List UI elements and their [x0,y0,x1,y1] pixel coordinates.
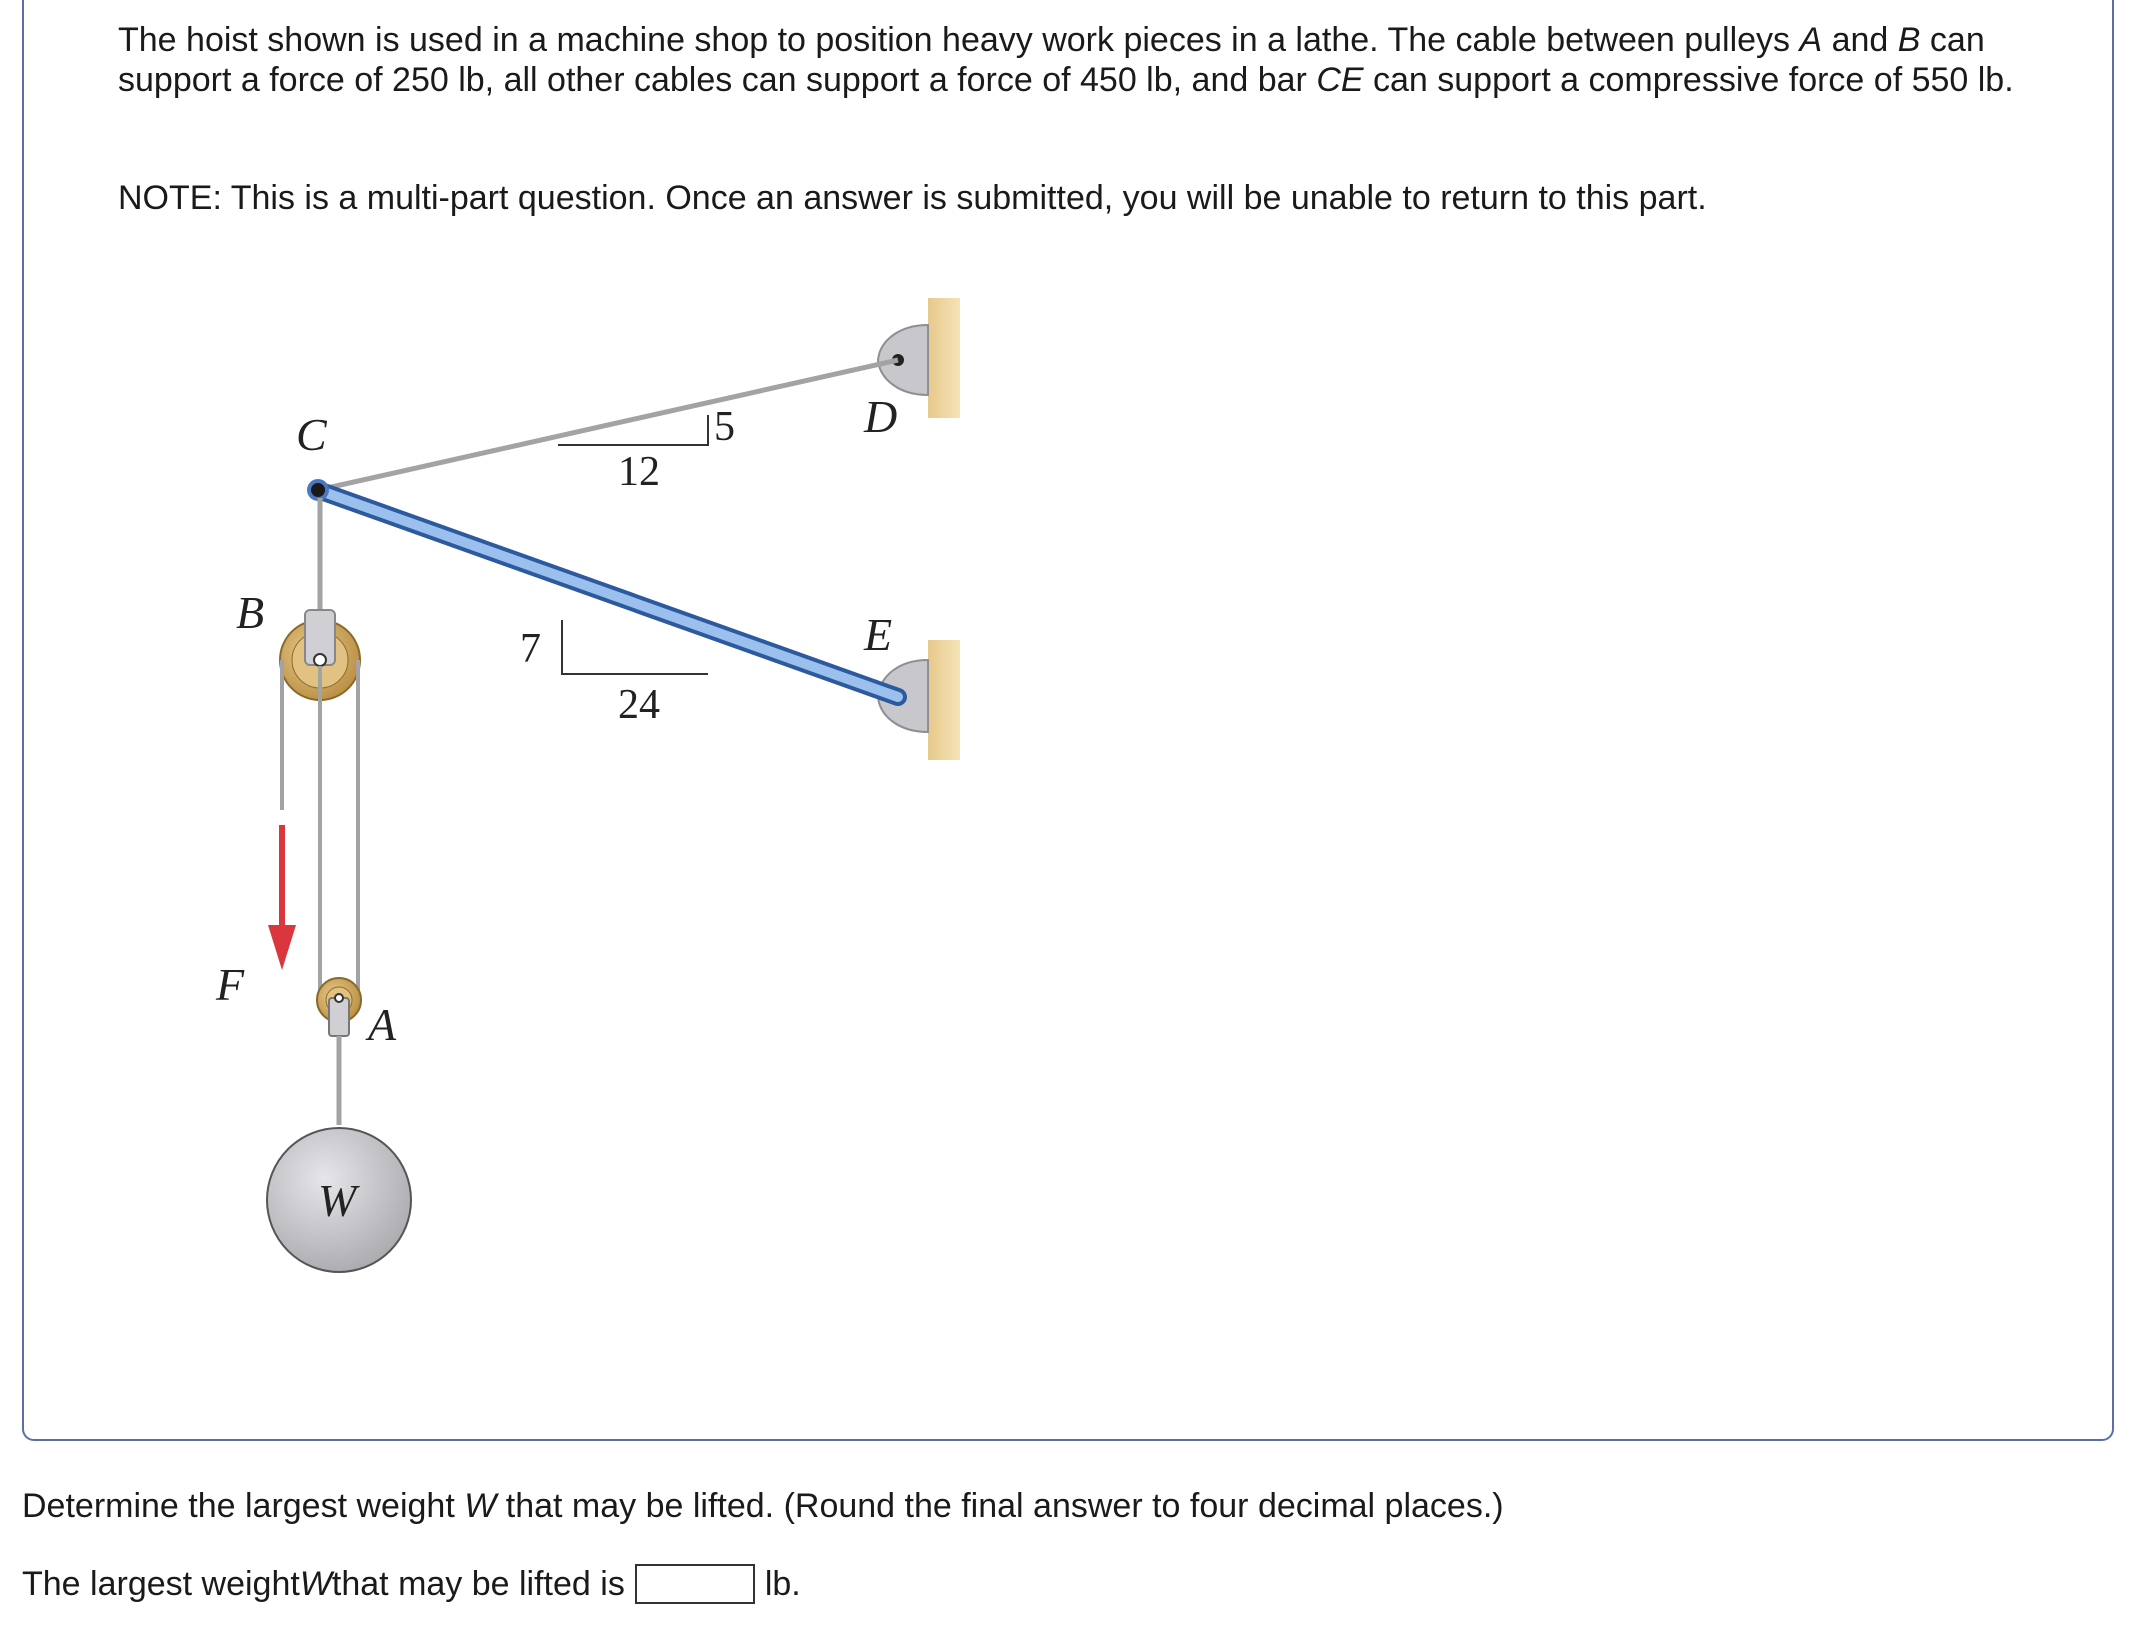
label-f: F [216,959,245,1010]
answer-line [22,1564,801,1604]
problem-text-part: The hoist shown is used in a machine shop to position heavy work pieces in a lathe. The cable between pulleys [118,21,1800,59]
bar-ce [318,490,898,697]
label-a: A [368,999,397,1050]
problem-text-part: can support a force of 250 lb, all other cables can support a force of 450 lb, and bar [118,21,1985,99]
hoist-diagram [200,270,1000,1300]
answer-w: W [299,1565,332,1603]
question-w: W [464,1487,497,1525]
force-arrow-f [268,825,296,970]
problem-text-part: can support a compressive force of 550 lb. [1363,61,2014,99]
answer-prefix-end: that may be lifted is [331,1565,625,1603]
answer-prefix: The largest weight [22,1565,300,1603]
pulley-b-ref: B [1897,21,1921,59]
slope-cd-run: 12 [618,449,660,495]
label-b: B [236,587,265,638]
note-text: NOTE: This is a multi-part question. Once an answer is submitted, you will be unable to return to this part. [118,179,1707,217]
slope-cd-rise: 5 [714,404,735,450]
problem-statement [118,20,2018,100]
answer-unit: lb. [764,1565,801,1603]
question-part: that may be lifted. (Round the final answer to four decimal places.) [496,1487,1504,1525]
slope-ce-run: 24 [618,682,660,728]
pin-c [309,481,327,499]
answer-input[interactable] [635,1564,755,1604]
question-text [22,1486,1504,1526]
wall-e [928,640,960,760]
slope-ce-rise: 7 [520,626,541,672]
label-e: E [864,609,893,660]
label-d: D [864,391,898,442]
label-w: W [318,1175,357,1226]
problem-text-part: and [1822,21,1898,59]
wall-d [928,298,960,418]
pulley-a [317,978,361,1036]
label-c: C [296,409,327,460]
pulley-a-ref: A [1799,21,1823,59]
hoist-figure [200,270,1000,1300]
bar-ce-ref: CE [1316,61,1364,99]
cable-cd [318,360,898,490]
question-part: Determine the largest weight [22,1487,465,1525]
